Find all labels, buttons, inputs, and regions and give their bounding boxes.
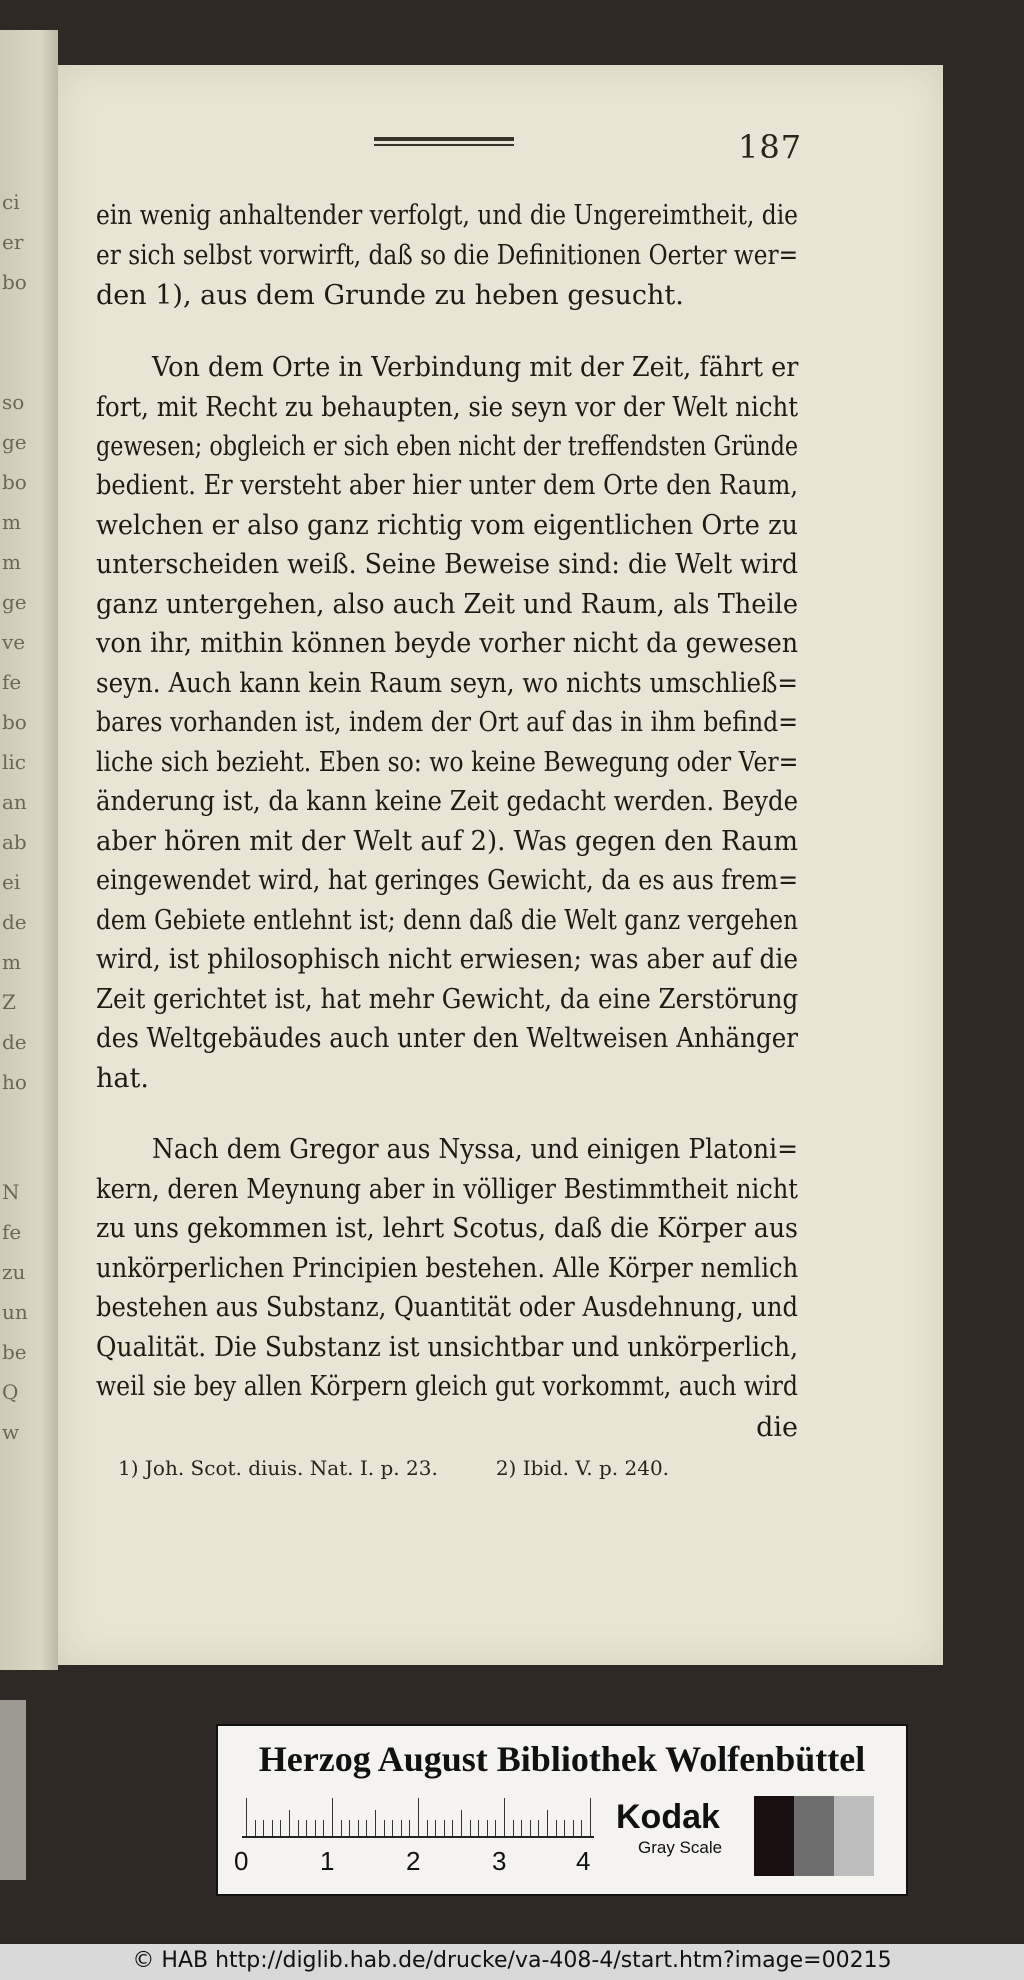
text-line: von ihr, mithin können beyde vorher nicht da gewesen: [96, 628, 799, 659]
previous-page-fragment: an: [2, 790, 27, 814]
text-line: unkörperlichen Principien bestehen. Alle Körper nemlich: [96, 1253, 799, 1284]
previous-page-fragment: de: [2, 910, 27, 934]
ruler-tick: [581, 1820, 582, 1836]
ruler-tick: [349, 1820, 350, 1836]
ruler-tick: [418, 1798, 419, 1836]
previous-page-lower-edge: [0, 1700, 26, 1880]
previous-page-fragment: bo: [2, 470, 27, 494]
footnote-2: 2) Ibid. V. p. 240.: [495, 1456, 670, 1480]
previous-page-fragment: be: [2, 1340, 27, 1364]
previous-page-fragment: ho: [2, 1070, 27, 1094]
ruler-tick: [255, 1820, 256, 1836]
previous-page-fragment: bo: [2, 710, 27, 734]
text-line: zu uns gekommen ist, lehrt Scotus, daß die Körper aus: [96, 1213, 798, 1244]
text-line: welchen er also ganz richtig vom eigentlichen Orte zu: [96, 510, 798, 541]
ruler-tick: [341, 1820, 342, 1836]
previous-page-fragment: m: [2, 550, 21, 574]
previous-page-fragment: w: [2, 1420, 20, 1444]
ruler-tick: [427, 1820, 428, 1836]
text-line: kern, deren Meynung aber in völliger Bestimmtheit nicht: [96, 1174, 798, 1205]
ruler-tick: [556, 1820, 557, 1836]
previous-page-fragment: so: [2, 390, 25, 414]
previous-page-fragment: ge: [2, 430, 27, 454]
library-title: Herzog August Bibliothek Wolfenbüttel: [258, 1739, 866, 1779]
ruler-tick: [289, 1810, 290, 1836]
previous-page-fragment: de: [2, 1030, 27, 1054]
text-line: unterscheiden weiß. Seine Beweise sind: die Welt wird: [96, 549, 798, 580]
ruler-tick: [590, 1798, 591, 1836]
previous-page-fragment: ab: [2, 830, 27, 854]
ruler-tick: [573, 1820, 574, 1836]
ruler-tick: [315, 1820, 316, 1836]
ruler-tick: [495, 1820, 496, 1836]
ruler-tick: [332, 1798, 333, 1836]
ruler-tick: [452, 1820, 453, 1836]
ruler-number: 2: [406, 1846, 421, 1876]
ruler-number: 0: [234, 1846, 249, 1876]
catchword: die: [756, 1412, 798, 1443]
ruler-tick: [504, 1798, 505, 1836]
text-line: dem Gebiete entlehnt ist; denn daß die Welt ganz vergehen: [96, 905, 798, 936]
text-line: bedient. Er versteht aber hier unter dem Orte den Raum,: [96, 470, 798, 501]
ruler-number: 4: [576, 1846, 591, 1876]
header-rule: [374, 137, 514, 146]
ruler-tick: [530, 1820, 531, 1836]
text-line: Nach dem Gregor aus Nyssa, und einigen Platoni=: [152, 1134, 798, 1165]
text-line: änderung ist, da kann keine Zeit gedacht werden. Beyde: [96, 786, 799, 817]
ruler-number: 1: [320, 1846, 335, 1876]
text-line: er sich selbst vorwirft, daß so die Definitionen Oerter wer=: [96, 240, 799, 271]
text-line: den 1), aus dem Grunde zu heben gesucht.: [96, 280, 684, 311]
text-line: bestehen aus Substanz, Quantität oder Ausdehnung, und: [96, 1292, 798, 1323]
text-line: des Weltgebäudes auch unter den Weltweisen Anhänger: [96, 1023, 798, 1054]
previous-page-fragment: Z: [2, 990, 16, 1014]
text-line: seyn. Auch kann kein Raum seyn, wo nichts umschließ=: [96, 668, 798, 699]
ruler-tick: [366, 1820, 367, 1836]
ruler-tick: [435, 1820, 436, 1836]
ruler-tick: [401, 1820, 402, 1836]
previous-page-fragment: zu: [2, 1260, 26, 1284]
ruler-tick: [272, 1820, 273, 1836]
previous-page-fragment: bo: [2, 270, 27, 294]
ruler-tick: [521, 1820, 522, 1836]
text-line: wird, ist philosophisch nicht erwiesen; was aber auf die: [96, 944, 798, 975]
ruler-tick: [547, 1810, 548, 1836]
footer-bar: [0, 1944, 1024, 1980]
gray-scale-patches: [754, 1796, 874, 1876]
previous-page-fragment: lic: [2, 750, 26, 774]
scale-ruler: [242, 1796, 594, 1838]
gray-patch: [754, 1796, 794, 1876]
ruler-tick: [470, 1820, 471, 1836]
ruler-tick: [375, 1810, 376, 1836]
text-line: ein wenig anhaltender verfolgt, und die Ungereimtheit, die: [96, 200, 798, 231]
ruler-tick: [392, 1820, 393, 1836]
previous-page-fragment: m: [2, 950, 21, 974]
page-number: 187: [738, 128, 803, 166]
text-line: Qualität. Die Substanz ist unsichtbar und unkörperlich,: [96, 1332, 798, 1363]
ruler-tick: [487, 1820, 488, 1836]
ruler-tick: [280, 1820, 281, 1836]
ruler-tick: [461, 1810, 462, 1836]
text-line: weil sie bey allen Körpern gleich gut vorkommt, auch wird: [96, 1371, 798, 1402]
previous-page-fragment: ei: [2, 870, 21, 894]
previous-page-fragment: N: [2, 1180, 20, 1204]
previous-page-fragment: fe: [2, 670, 22, 694]
previous-page-fragment: er: [2, 230, 24, 254]
previous-page-edge: [0, 30, 58, 1670]
previous-page-fragment: ci: [2, 190, 20, 214]
gray-scale-label: Gray Scale: [638, 1838, 723, 1857]
text-line: Zeit gerichtet ist, hat mehr Gewicht, da eine Zerstörung: [96, 984, 799, 1015]
copyright-url[interactable]: © HAB http://diglib.hab.de/drucke/va-408-4/start.htm?image=00215: [132, 1948, 892, 1973]
text-line: hat.: [96, 1063, 149, 1094]
previous-page-fragment: m: [2, 510, 21, 534]
text-line: fort, mit Recht zu behaupten, sie seyn vor der Welt nicht: [96, 392, 798, 423]
ruler-tick: [564, 1820, 565, 1836]
ruler-tick: [538, 1820, 539, 1836]
ruler-tick: [513, 1820, 514, 1836]
ruler-tick: [409, 1820, 410, 1836]
ruler-tick: [246, 1798, 247, 1836]
text-line: ganz untergehen, also auch Zeit und Raum, als Theile: [96, 589, 798, 620]
ruler-number: 3: [492, 1846, 507, 1876]
footnotes: [118, 1456, 669, 1480]
previous-page-fragment: ge: [2, 590, 27, 614]
library-color-bar: [216, 1724, 908, 1896]
text-line: eingewendet wird, hat geringes Gewicht, da es aus frem=: [96, 865, 798, 896]
text-line: liche sich bezieht. Eben so: wo keine Bewegung oder Ver=: [96, 747, 799, 778]
text-line: Von dem Orte in Verbindung mit der Zeit, fährt er: [152, 352, 799, 383]
ruler-tick: [478, 1820, 479, 1836]
previous-page-fragment: fe: [2, 1220, 22, 1244]
previous-page-fragment: ve: [2, 630, 26, 654]
footnote-1: 1) Joh. Scot. diuis. Nat. I. p. 23.: [118, 1456, 438, 1480]
gray-patch: [834, 1796, 874, 1876]
text-line: bares vorhanden ist, indem der Ort auf das in ihm befind=: [96, 707, 798, 738]
text-line: gewesen; obgleich er sich eben nicht der treffendsten Gründe: [96, 431, 799, 462]
ruler-tick: [384, 1820, 385, 1836]
gray-patch: [794, 1796, 834, 1876]
ruler-tick: [306, 1820, 307, 1836]
ruler-tick: [298, 1820, 299, 1836]
ruler-tick: [323, 1820, 324, 1836]
ruler-tick: [358, 1820, 359, 1836]
previous-page-fragment: un: [2, 1300, 28, 1324]
ruler-tick: [444, 1820, 445, 1836]
previous-page-fragment: Q: [2, 1380, 19, 1404]
text-line: aber hören mit der Welt auf 2). Was gegen den Raum: [96, 826, 799, 857]
kodak-logo: Kodak: [616, 1798, 720, 1836]
ruler-tick: [263, 1820, 264, 1836]
